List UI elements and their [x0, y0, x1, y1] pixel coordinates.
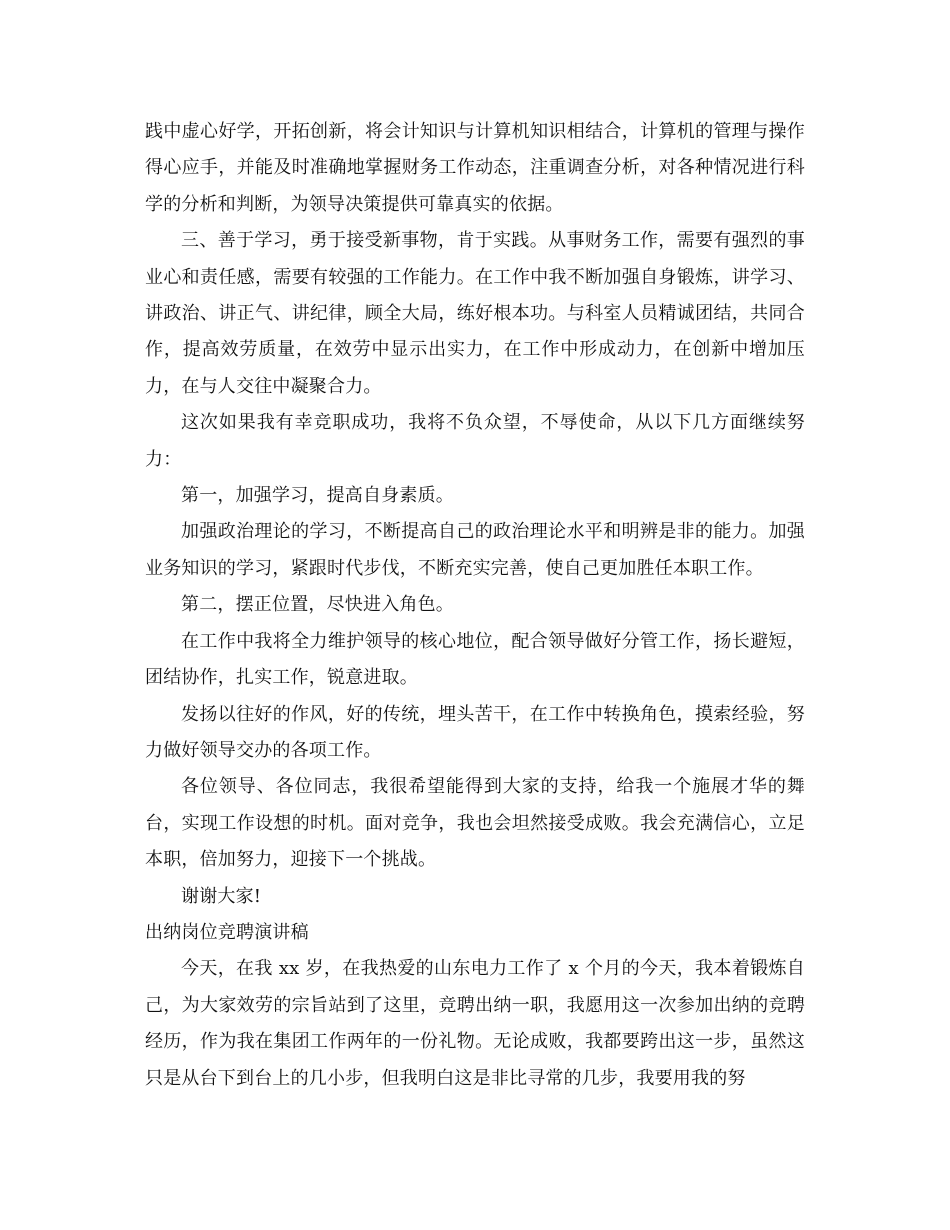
paragraph-continued-practice: 践中虚心好学，开拓创新，将会计知识与计算机知识相结合，计算机的管理与操作得心应手，并能及时准确地掌握财务工作动态，注重调查分析，对各种情况进行科学的分析和判断，为领导决策提供可靠真实的依据。	[145, 121, 805, 215]
paragraph-support-leadership: 在工作中我将全力维护领导的核心地位，配合领导做好分管工作，扬长避短，团结协作，扎实工作，锐意进取。	[145, 630, 805, 689]
paragraph-commitment: 这次如果我有幸竞职成功，我将不负众望，不辱使命，从以下几方面继续努力：	[145, 412, 805, 470]
paragraph-study: 加强政治理论的学习，不断提高自己的政治理论水平和明辨是非的能力。加强业务知识的学习，紧跟时代步伐，不断充实完善，使自己更加胜任本职工作。	[145, 521, 805, 579]
section-title: 出纳岗位竞聘演讲稿	[145, 921, 309, 943]
paragraph-first-point: 第一，加强学习，提高自身素质。	[181, 485, 454, 507]
paragraph-point-three: 三、善于学习，勇于接受新事物，肯于实践。从事财务工作，需要有强烈的事业心和责任感，需要有较强的工作能力。在工作中我不断加强自身锻炼，讲学习、讲政治、讲正气、讲纪律，顾全大局，练好根本功。与科室人员精诚团结，共同合作，提高效劳质量，在效劳中显示出实力，在工作中形成动力，在创新中增加压力，在与人交往中凝聚合力。	[145, 230, 805, 397]
document-body	[145, 114, 805, 1097]
paragraph-cashier-intro: 今天，在我 xx 岁，在我热爱的山东电力工作了 x 个月的今天，我本着锻炼自己，为大家效劳的宗旨站到了这里，竞聘出纳一职，我愿用这一次参加出纳的竞聘经历，作为我在集团工作两年的一份礼物。无论成败，我都要跨出这一步，虽然这只是从台下到台上的几小步，但我明白这是非比寻常的几步，我要用我的努	[145, 958, 805, 1089]
paragraph-second-point: 第二，摆正位置，尽快进入角色。	[181, 594, 454, 616]
paragraph-work-style: 发扬以往好的作风，好的传统，埋头苦干，在工作中转换角色，摸索经验，努力做好领导交办的各项工作。	[145, 703, 805, 761]
paragraph-thanks: 谢谢大家!	[181, 885, 262, 907]
paragraph-appeal: 各位领导、各位同志，我很希望能得到大家的支持，给我一个施展才华的舞台，实现工作设想的时机。面对竞争，我也会坦然接受成败。我会充满信心，立足本职，倍加努力，迎接下一个挑战。	[145, 776, 805, 871]
